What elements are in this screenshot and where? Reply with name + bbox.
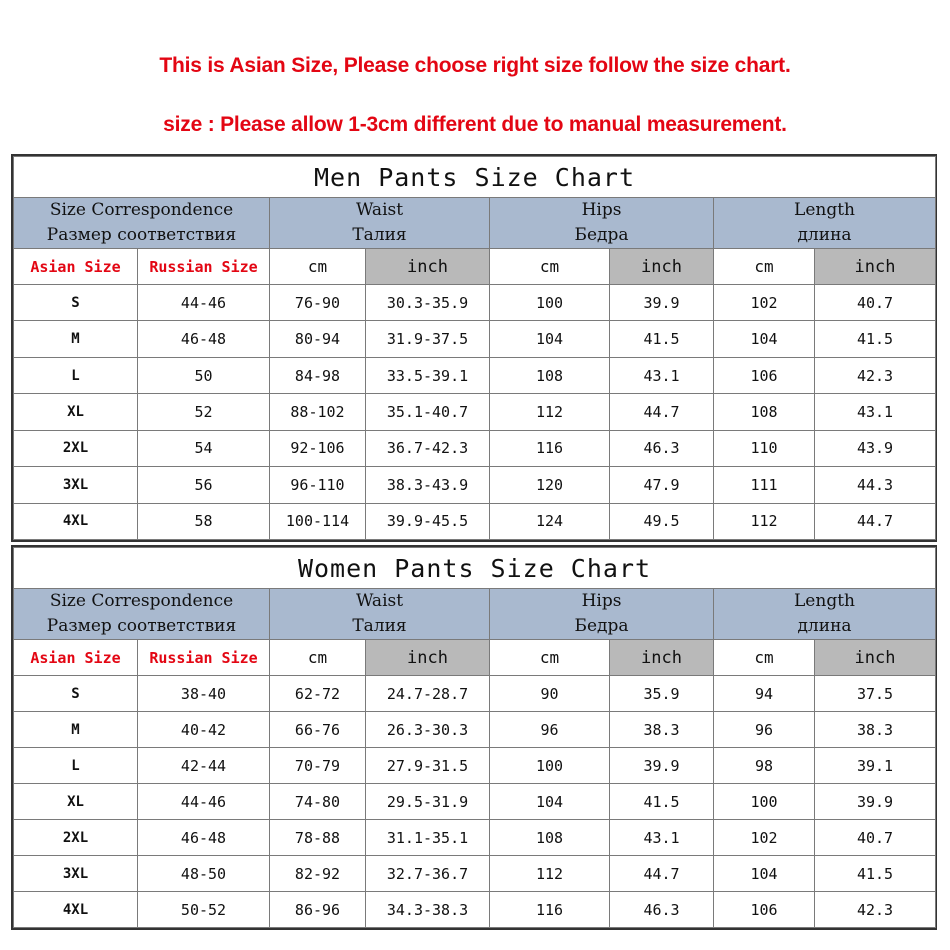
russian-size-cell: 44-46	[138, 784, 270, 820]
hips-cm-cell: 112	[490, 394, 610, 430]
length-cm-cell: 94	[714, 676, 815, 712]
asian-size-cell: S	[14, 676, 138, 712]
russian-size-cell: 46-48	[138, 321, 270, 357]
size-table	[13, 156, 936, 540]
waist-cm-cell: 62-72	[270, 676, 366, 712]
group-label-en: Hips	[581, 200, 622, 220]
hips-inch-cell: 43.1	[610, 820, 714, 856]
hips-inch-cell: 47.9	[610, 467, 714, 503]
table-row	[14, 321, 936, 357]
waist-inch-cell: 31.9-37.5	[366, 321, 490, 357]
title-row	[14, 157, 936, 198]
table-row	[14, 467, 936, 503]
asian-size-cell: S	[14, 285, 138, 321]
length-inch-cell: 39.1	[815, 748, 936, 784]
group-label-ru: Талия	[352, 616, 407, 636]
group-label-ru: Бедра	[574, 225, 629, 245]
waist-cm-cell: 86-96	[270, 892, 366, 928]
waist-cm-cell: 100-114	[270, 503, 366, 539]
table-row	[14, 394, 936, 430]
russian-size-cell: 42-44	[138, 748, 270, 784]
waist-inch-cell: 39.9-45.5	[366, 503, 490, 539]
group-label-en: Hips	[581, 591, 622, 611]
group-header-row	[14, 198, 936, 249]
hips-inch-cell: 35.9	[610, 676, 714, 712]
waist-cm-cell: 78-88	[270, 820, 366, 856]
waist-inch-header: inch	[366, 640, 490, 676]
waist-cm-cell: 66-76	[270, 712, 366, 748]
group-label-en: Waist	[355, 591, 404, 611]
hips-cm-cell: 116	[490, 430, 610, 466]
waist-cm-cell: 70-79	[270, 748, 366, 784]
asian-size-cell: 3XL	[14, 467, 138, 503]
group-label-en: Size Correspondence	[49, 591, 234, 611]
chart-title: Women Pants Size Chart	[14, 548, 936, 589]
length-cm-cell: 104	[714, 856, 815, 892]
hips-header	[490, 589, 714, 640]
hips-inch-cell: 39.9	[610, 285, 714, 321]
length-inch-cell: 44.7	[815, 503, 936, 539]
waist-inch-cell: 27.9-31.5	[366, 748, 490, 784]
asian-size-cell: 4XL	[14, 892, 138, 928]
waist-cm-cell: 76-90	[270, 285, 366, 321]
length-inch-cell: 43.9	[815, 430, 936, 466]
hips-inch-cell: 46.3	[610, 430, 714, 466]
russian-size-cell: 58	[138, 503, 270, 539]
waist-inch-cell: 24.7-28.7	[366, 676, 490, 712]
table-row	[14, 748, 936, 784]
length-cm-cell: 108	[714, 394, 815, 430]
asian-size-cell: M	[14, 321, 138, 357]
length-cm-cell: 102	[714, 820, 815, 856]
group-label-ru: Талия	[352, 225, 407, 245]
length-cm-cell: 106	[714, 892, 815, 928]
asian-size-cell: 2XL	[14, 820, 138, 856]
group-label-en: Waist	[355, 200, 404, 220]
size-correspondence-header	[14, 589, 270, 640]
group-label-en: Size Correspondence	[49, 200, 234, 220]
length-inch-cell: 44.3	[815, 467, 936, 503]
russian-size-cell: 50	[138, 357, 270, 393]
length-inch-cell: 41.5	[815, 856, 936, 892]
waist-inch-cell: 36.7-42.3	[366, 430, 490, 466]
men-size-chart	[11, 154, 937, 542]
waist-inch-cell: 31.1-35.1	[366, 820, 490, 856]
asian-size-cell: XL	[14, 394, 138, 430]
hips-cm-cell: 116	[490, 892, 610, 928]
hips-header	[490, 198, 714, 249]
table-row	[14, 430, 936, 466]
chart-title: Men Pants Size Chart	[14, 157, 936, 198]
length-cm-cell: 96	[714, 712, 815, 748]
waist-inch-cell: 34.3-38.3	[366, 892, 490, 928]
russian-size-cell: 44-46	[138, 285, 270, 321]
asian-size-cell: M	[14, 712, 138, 748]
hips-inch-cell: 38.3	[610, 712, 714, 748]
length-cm-header: cm	[714, 640, 815, 676]
length-inch-header: inch	[815, 249, 936, 285]
russian-size-cell: 50-52	[138, 892, 270, 928]
waist-cm-cell: 84-98	[270, 357, 366, 393]
waist-inch-cell: 26.3-30.3	[366, 712, 490, 748]
women-size-chart	[11, 545, 937, 930]
table-row	[14, 712, 936, 748]
asian-size-cell: 3XL	[14, 856, 138, 892]
waist-inch-header: inch	[366, 249, 490, 285]
asian-size-header: Asian Size	[14, 640, 138, 676]
waist-inch-cell: 29.5-31.9	[366, 784, 490, 820]
table-row	[14, 856, 936, 892]
hips-cm-cell: 120	[490, 467, 610, 503]
russian-size-cell: 54	[138, 430, 270, 466]
hips-inch-header: inch	[610, 640, 714, 676]
waist-cm-cell: 88-102	[270, 394, 366, 430]
length-header	[714, 198, 936, 249]
asian-size-cell: L	[14, 357, 138, 393]
waist-cm-header: cm	[270, 640, 366, 676]
length-cm-cell: 111	[714, 467, 815, 503]
waist-header	[270, 198, 490, 249]
table-row	[14, 820, 936, 856]
hips-cm-cell: 96	[490, 712, 610, 748]
waist-inch-cell: 32.7-36.7	[366, 856, 490, 892]
table-row	[14, 784, 936, 820]
length-cm-cell: 98	[714, 748, 815, 784]
length-inch-cell: 40.7	[815, 820, 936, 856]
length-cm-cell: 104	[714, 321, 815, 357]
length-inch-cell: 43.1	[815, 394, 936, 430]
asian-size-cell: 4XL	[14, 503, 138, 539]
waist-cm-cell: 82-92	[270, 856, 366, 892]
group-label-en: Length	[794, 200, 855, 220]
length-inch-cell: 40.7	[815, 285, 936, 321]
russian-size-cell: 48-50	[138, 856, 270, 892]
asian-size-cell: L	[14, 748, 138, 784]
hips-cm-cell: 90	[490, 676, 610, 712]
waist-cm-cell: 80-94	[270, 321, 366, 357]
unit-header-row	[14, 249, 936, 285]
asian-size-cell: 2XL	[14, 430, 138, 466]
russian-size-cell: 40-42	[138, 712, 270, 748]
length-inch-cell: 41.5	[815, 321, 936, 357]
group-label-ru: Размер соответствия	[46, 616, 237, 636]
group-label-ru: длина	[797, 225, 852, 245]
length-cm-cell: 102	[714, 285, 815, 321]
hips-cm-cell: 112	[490, 856, 610, 892]
russian-size-header: Russian Size	[138, 640, 270, 676]
hips-inch-cell: 49.5	[610, 503, 714, 539]
group-label-ru: длина	[797, 616, 852, 636]
length-cm-cell: 110	[714, 430, 815, 466]
length-inch-cell: 42.3	[815, 892, 936, 928]
size-table	[13, 547, 936, 928]
russian-size-cell: 38-40	[138, 676, 270, 712]
size-correspondence-header	[14, 198, 270, 249]
waist-cm-cell: 92-106	[270, 430, 366, 466]
hips-inch-cell: 44.7	[610, 394, 714, 430]
unit-header-row	[14, 640, 936, 676]
asian-size-header: Asian Size	[14, 249, 138, 285]
waist-inch-cell: 35.1-40.7	[366, 394, 490, 430]
table-row	[14, 503, 936, 539]
hips-inch-cell: 41.5	[610, 321, 714, 357]
hips-cm-cell: 124	[490, 503, 610, 539]
length-cm-cell: 112	[714, 503, 815, 539]
waist-cm-cell: 96-110	[270, 467, 366, 503]
waist-cm-header: cm	[270, 249, 366, 285]
hips-inch-cell: 46.3	[610, 892, 714, 928]
length-cm-cell: 106	[714, 357, 815, 393]
hips-cm-header: cm	[490, 640, 610, 676]
group-label-ru: Размер соответствия	[46, 225, 237, 245]
length-header	[714, 589, 936, 640]
length-inch-cell: 37.5	[815, 676, 936, 712]
hips-cm-header: cm	[490, 249, 610, 285]
russian-size-header: Russian Size	[138, 249, 270, 285]
measurement-tolerance-notice: size : Please allow 1-3cm different due to manual measurement.	[163, 113, 787, 136]
group-header-row	[14, 589, 936, 640]
russian-size-cell: 56	[138, 467, 270, 503]
length-inch-cell: 39.9	[815, 784, 936, 820]
hips-cm-cell: 104	[490, 321, 610, 357]
group-label-en: Length	[794, 591, 855, 611]
russian-size-cell: 52	[138, 394, 270, 430]
hips-inch-cell: 44.7	[610, 856, 714, 892]
length-cm-header: cm	[714, 249, 815, 285]
hips-cm-cell: 108	[490, 357, 610, 393]
hips-inch-header: inch	[610, 249, 714, 285]
waist-cm-cell: 74-80	[270, 784, 366, 820]
asian-size-notice: This is Asian Size, Please choose right size follow the size chart.	[159, 54, 791, 77]
hips-inch-cell: 43.1	[610, 357, 714, 393]
hips-cm-cell: 104	[490, 784, 610, 820]
length-inch-cell: 38.3	[815, 712, 936, 748]
asian-size-cell: XL	[14, 784, 138, 820]
hips-inch-cell: 41.5	[610, 784, 714, 820]
waist-inch-cell: 33.5-39.1	[366, 357, 490, 393]
hips-inch-cell: 39.9	[610, 748, 714, 784]
hips-cm-cell: 100	[490, 285, 610, 321]
table-row	[14, 357, 936, 393]
waist-inch-cell: 30.3-35.9	[366, 285, 490, 321]
length-cm-cell: 100	[714, 784, 815, 820]
table-row	[14, 676, 936, 712]
table-row	[14, 892, 936, 928]
hips-cm-cell: 100	[490, 748, 610, 784]
table-row	[14, 285, 936, 321]
waist-inch-cell: 38.3-43.9	[366, 467, 490, 503]
hips-cm-cell: 108	[490, 820, 610, 856]
group-label-ru: Бедра	[574, 616, 629, 636]
length-inch-cell: 42.3	[815, 357, 936, 393]
title-row	[14, 548, 936, 589]
length-inch-header: inch	[815, 640, 936, 676]
waist-header	[270, 589, 490, 640]
russian-size-cell: 46-48	[138, 820, 270, 856]
